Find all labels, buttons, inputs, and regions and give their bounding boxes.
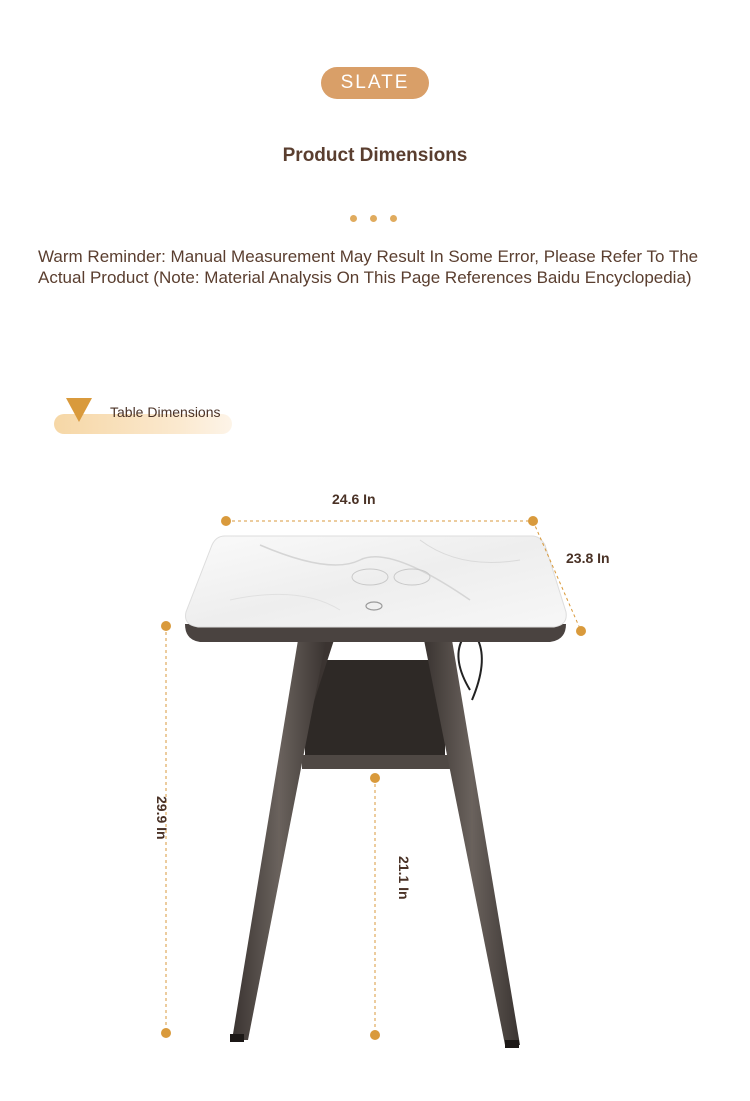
- material-badge: SLATE: [321, 67, 429, 99]
- page-title: Product Dimensions: [282, 145, 468, 166]
- clearance-height-label: 21.1 In: [396, 856, 412, 900]
- total-height-label: 29.9 In: [154, 796, 170, 840]
- depth-dimension-label: 23.8 In: [566, 550, 610, 566]
- warm-reminder-text: Warm Reminder: Manual Measurement May Result In Some Error, Please Refer To The Actual Product (Note: Material Analysis On This Page References Baidu Encyclopedia): [38, 247, 699, 287]
- section-tag-label: Table Dimensions: [110, 404, 221, 420]
- width-dimension-label: 24.6 In: [332, 491, 376, 507]
